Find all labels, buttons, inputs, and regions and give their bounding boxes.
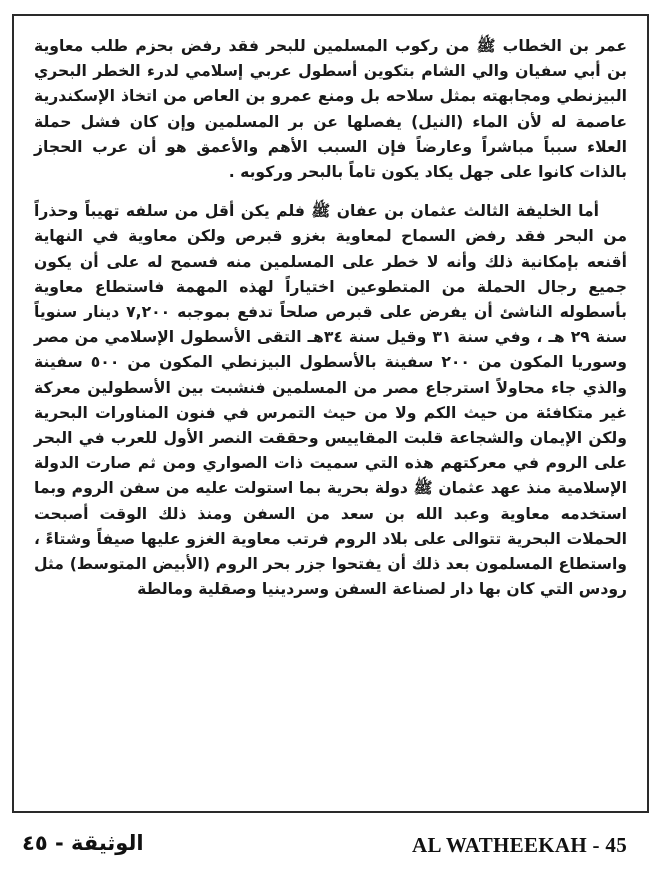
article-body [34, 34, 627, 616]
page-frame [12, 14, 649, 813]
footer-english-page-label: AL WATHEEKAH - 45 [412, 833, 627, 857]
article-paragraph-2: أما الخليفة الثالث عثمان بن عفان ﷺ فلم يكن أقل من سلفه تهيباً وحذراً من البحر فقد رفض السماح لمعاوية بغزو قبرص ولكن معاوية في النهاية أقنعه بإمكانية ذلك وأنه لا خطر على المسلمين منه فسمح له على أن يكون جميع رجال الحملة من المتطوعين اختياراً لهذه المهمة فاستطاع معاوية بأسطوله الناشئ أن يفرض على قبرص صلحاً تدفع بموجبه ٧,٢٠٠ دينار سنوياً سنة ٢٩ هـ ، وفي سنة ٣١ وقيل سنة ٣٤هـ التقى الأسطول الإسلامي من مصر وسوريا المكون من ٢٠٠ سفينة بالأسطول البيزنطي المكون من ٥٠٠ سفينة والذي جاء محاولاً استرجاع مصر من المسلمين فنشبت بين الأسطولين معركة غير متكافئة من حيث الكم ولا من حيث التمرس في فنون المناورات البحرية ولكن الإيمان والشجاعة قلبت المقاييس وحققت النصر الأول للعرب في البحر على الروم في معركتهم هذه التي سميت ذات الصواري ومن ثم صارت الدولة الإسلامية منذ عهد عثمان ﷺ دولة بحرية بما استولت عليه من سفن الروم وبما استخدمه معاوية وعبد الله بن سعد من السفن ومنذ ذلك الوقت أصبحت الحملات البحرية تتوالى على بلاد الروم فرتب معاوية الغزو عليها صيفاً وشتاءً ، واستطاع المسلمون بعد ذلك أن يفتحوا جزر بحر الروم (الأبيض المتوسط) مثل رودس التي كان بها دار لصناعة السفن وسردينيا وصقلية ومالطة [34, 202, 627, 599]
article-paragraph-1: عمر بن الخطاب ﷺ من ركوب المسلمين للبحر فقد رفض بحزم طلب معاوية بن أبي سفيان والي الشام بتكوين أسطول عربي إسلامي لدرء الخطر البحري البيزنطي ومجابهته بمثل سلاحه بل ومنع عمرو بن العاص من اتخاذ الإسكندرية عاصمة له لأن الماء (النيل) يفصلها عن بر المسلمين وإن كان فشل حملة العلاء سبباً مباشراً وعارضاً فإن السبب الأهم والأعمق هو أن عرب الحجاز بالذات كانوا على جهل يكاد يكون تاماً بالبحر وركوبه . [34, 37, 627, 182]
footer-arabic-page-label: الوثيقة - ٤٥ [22, 831, 144, 855]
page-footer [0, 825, 665, 865]
